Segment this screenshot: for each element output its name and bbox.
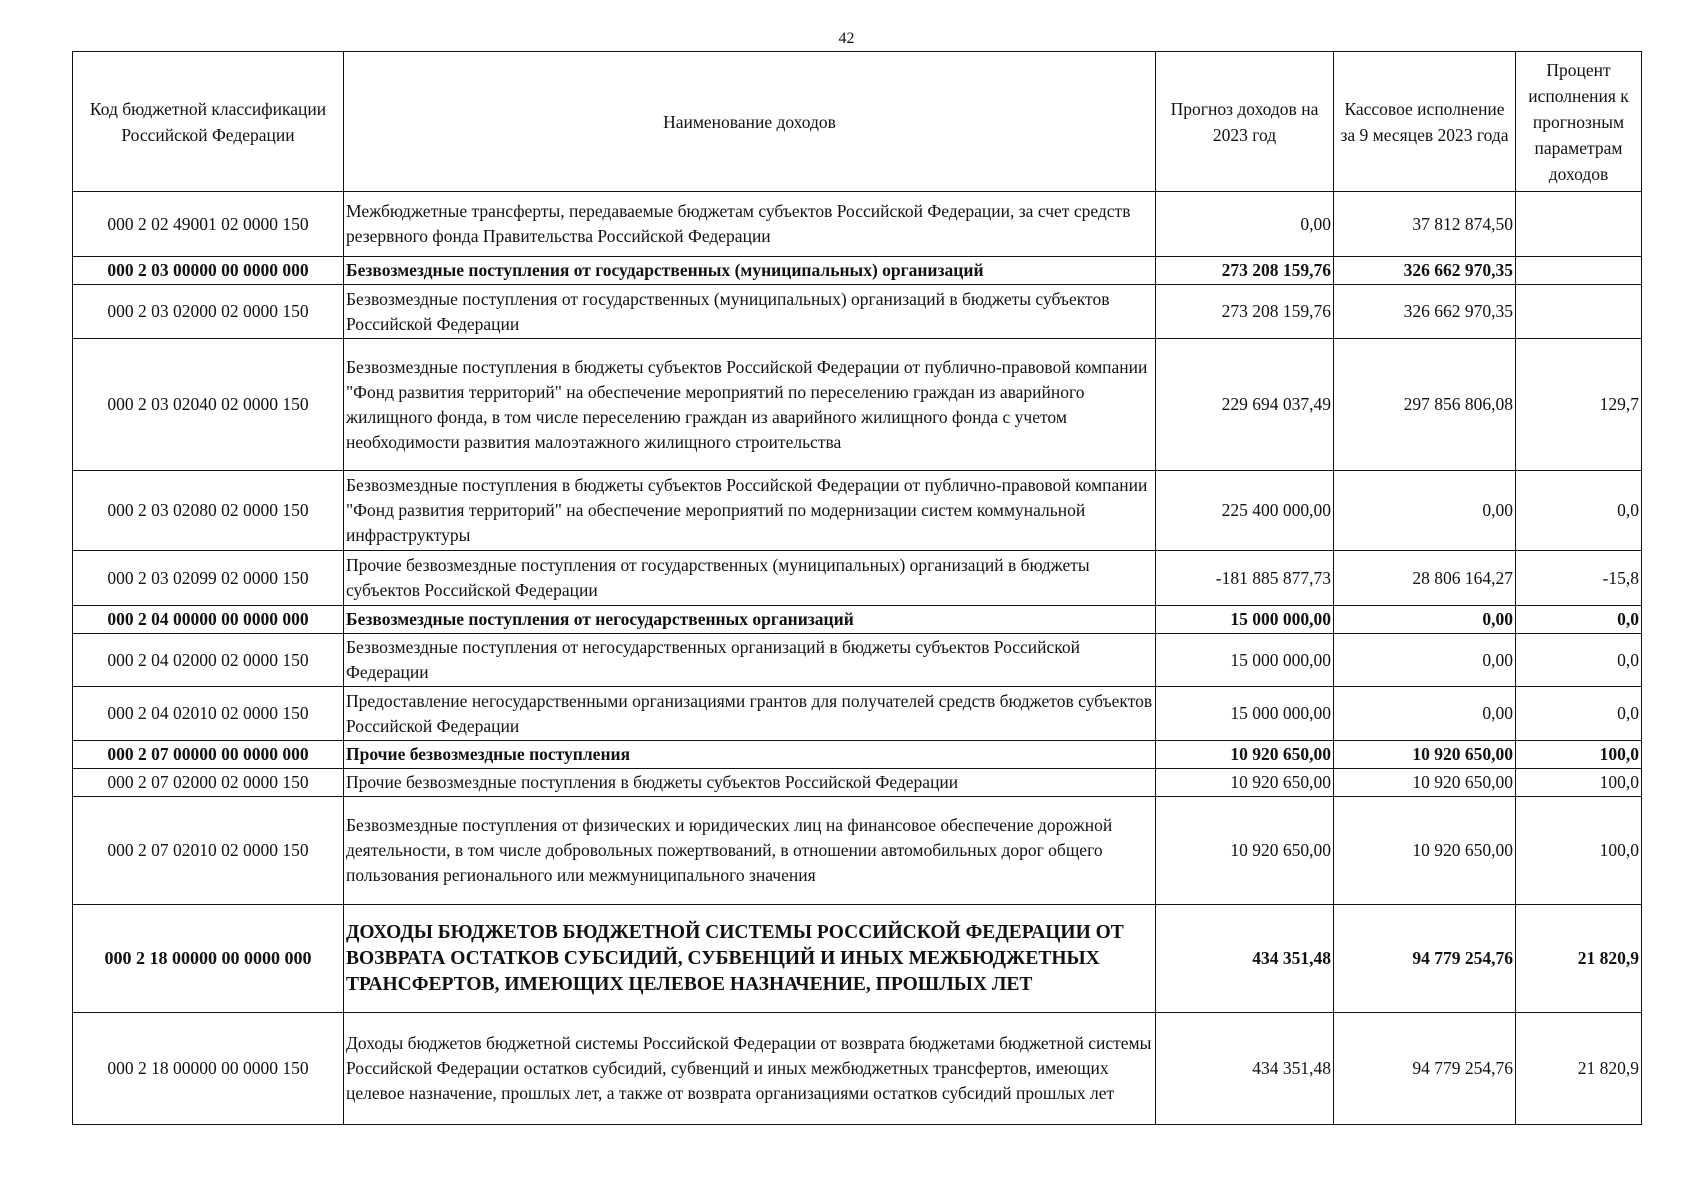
row-cash: 94 779 254,76 <box>1334 1013 1516 1125</box>
row-percent: 0,0 <box>1516 471 1642 551</box>
header-percent: Процент исполнения к прогнозным параметрам доходов <box>1516 52 1642 192</box>
header-name: Наименование доходов <box>344 52 1156 192</box>
row-name: Прочие безвозмездные поступления в бюджеты субъектов Российской Федерации <box>344 769 1156 797</box>
row-forecast: 15 000 000,00 <box>1156 634 1334 687</box>
table-row <box>73 471 1642 551</box>
table-row <box>73 1013 1642 1125</box>
row-forecast: 0,00 <box>1156 192 1334 257</box>
row-cash: 28 806 164,27 <box>1334 551 1516 606</box>
table-row <box>73 687 1642 741</box>
row-forecast: 229 694 037,49 <box>1156 339 1334 471</box>
table-row <box>73 192 1642 257</box>
row-cash: 0,00 <box>1334 471 1516 551</box>
table-row <box>73 339 1642 471</box>
row-percent <box>1516 285 1642 339</box>
row-forecast: 434 351,48 <box>1156 1013 1334 1125</box>
table-row <box>73 741 1642 769</box>
row-forecast: 15 000 000,00 <box>1156 606 1334 634</box>
header-cash: Кассовое исполнение за 9 месяцев 2023 года <box>1334 52 1516 192</box>
row-name: Безвозмездные поступления от негосударственных организаций в бюджеты субъектов Российской Федерации <box>344 634 1156 687</box>
row-cash: 0,00 <box>1334 606 1516 634</box>
row-forecast: 434 351,48 <box>1156 905 1334 1013</box>
row-code: 000 2 02 49001 02 0000 150 <box>73 192 344 257</box>
table-row <box>73 797 1642 905</box>
row-name: Безвозмездные поступления от негосударственных организаций <box>344 606 1156 634</box>
row-cash: 37 812 874,50 <box>1334 192 1516 257</box>
row-forecast: 273 208 159,76 <box>1156 257 1334 285</box>
row-cash: 94 779 254,76 <box>1334 905 1516 1013</box>
header-code: Код бюджетной классификации Российской Федерации <box>73 52 344 192</box>
row-code: 000 2 04 02000 02 0000 150 <box>73 634 344 687</box>
row-percent: 100,0 <box>1516 741 1642 769</box>
row-name: ДОХОДЫ БЮДЖЕТОВ БЮДЖЕТНОЙ СИСТЕМЫ РОССИЙСКОЙ ФЕДЕРАЦИИ ОТ ВОЗВРАТА ОСТАТКОВ СУБСИДИЙ, СУБВЕНЦИЙ И ИНЫХ МЕЖБЮДЖЕТНЫХ ТРАНСФЕРТОВ, ИМЕЮЩИХ ЦЕЛЕВОЕ НАЗНАЧЕНИЕ, ПРОШЛЫХ ЛЕТ <box>344 905 1156 1013</box>
row-name: Прочие безвозмездные поступления от государственных (муниципальных) организаций в бюджеты субъектов Российской Федерации <box>344 551 1156 606</box>
row-cash: 0,00 <box>1334 687 1516 741</box>
table-row <box>73 606 1642 634</box>
revenue-table <box>72 51 1642 1125</box>
row-code: 000 2 04 02010 02 0000 150 <box>73 687 344 741</box>
row-percent: 0,0 <box>1516 606 1642 634</box>
row-cash: 0,00 <box>1334 634 1516 687</box>
row-forecast: 10 920 650,00 <box>1156 769 1334 797</box>
row-percent: 21 820,9 <box>1516 1013 1642 1125</box>
row-name: Безвозмездные поступления от государственных (муниципальных) организаций <box>344 257 1156 285</box>
row-cash: 326 662 970,35 <box>1334 285 1516 339</box>
row-code: 000 2 18 00000 00 0000 000 <box>73 905 344 1013</box>
row-forecast: 15 000 000,00 <box>1156 687 1334 741</box>
table-row <box>73 285 1642 339</box>
table-row <box>73 769 1642 797</box>
table-row <box>73 257 1642 285</box>
row-code: 000 2 03 02040 02 0000 150 <box>73 339 344 471</box>
row-forecast: 10 920 650,00 <box>1156 797 1334 905</box>
row-percent: 100,0 <box>1516 769 1642 797</box>
table-row <box>73 634 1642 687</box>
row-cash: 10 920 650,00 <box>1334 797 1516 905</box>
row-name: Безвозмездные поступления от государственных (муниципальных) организаций в бюджеты субъектов Российской Федерации <box>344 285 1156 339</box>
row-percent: 100,0 <box>1516 797 1642 905</box>
page-number: 42 <box>838 30 855 47</box>
row-name: Прочие безвозмездные поступления <box>344 741 1156 769</box>
row-code: 000 2 03 02000 02 0000 150 <box>73 285 344 339</box>
row-code: 000 2 07 02010 02 0000 150 <box>73 797 344 905</box>
row-cash: 10 920 650,00 <box>1334 741 1516 769</box>
row-cash: 10 920 650,00 <box>1334 769 1516 797</box>
row-name: Межбюджетные трансферты, передаваемые бюджетам субъектов Российской Федерации, за счет средств резервного фонда Правительства Российской Федерации <box>344 192 1156 257</box>
row-code: 000 2 07 00000 00 0000 000 <box>73 741 344 769</box>
row-forecast: 10 920 650,00 <box>1156 741 1334 769</box>
row-forecast: 225 400 000,00 <box>1156 471 1334 551</box>
table-row <box>73 905 1642 1013</box>
row-percent: 129,7 <box>1516 339 1642 471</box>
row-forecast: -181 885 877,73 <box>1156 551 1334 606</box>
row-code: 000 2 04 00000 00 0000 000 <box>73 606 344 634</box>
row-percent: 0,0 <box>1516 687 1642 741</box>
row-percent: -15,8 <box>1516 551 1642 606</box>
row-cash: 297 856 806,08 <box>1334 339 1516 471</box>
header-forecast: Прогноз доходов на 2023 год <box>1156 52 1334 192</box>
row-code: 000 2 18 00000 00 0000 150 <box>73 1013 344 1125</box>
row-name: Предоставление негосударственными организациями грантов для получателей средств бюджетов субъектов Российской Федерации <box>344 687 1156 741</box>
row-cash: 326 662 970,35 <box>1334 257 1516 285</box>
row-name: Безвозмездные поступления в бюджеты субъектов Российской Федерации от публично-правовой компании "Фонд развития территорий" на обеспечение мероприятий по переселению граждан из аварийного жилищного фонда, в том числе переселению граждан из аварийного жилищного фонда с учетом необходимости развития малоэтажного жилищного строительства <box>344 339 1156 471</box>
row-percent: 0,0 <box>1516 634 1642 687</box>
row-code: 000 2 03 02080 02 0000 150 <box>73 471 344 551</box>
row-name: Безвозмездные поступления в бюджеты субъектов Российской Федерации от публично-правовой компании "Фонд развития территорий" на обеспечение мероприятий по модернизации систем коммунальной инфраструктуры <box>344 471 1156 551</box>
row-percent <box>1516 192 1642 257</box>
row-code: 000 2 03 02099 02 0000 150 <box>73 551 344 606</box>
table-row <box>73 551 1642 606</box>
table-header-row <box>73 52 1642 192</box>
row-percent <box>1516 257 1642 285</box>
row-name: Безвозмездные поступления от физических и юридических лиц на финансовое обеспечение дорожной деятельности, в том числе добровольных пожертвований, в отношении автомобильных дорог общего пользования регионального или межмуниципального значения <box>344 797 1156 905</box>
row-percent: 21 820,9 <box>1516 905 1642 1013</box>
row-code: 000 2 03 00000 00 0000 000 <box>73 257 344 285</box>
row-forecast: 273 208 159,76 <box>1156 285 1334 339</box>
row-name: Доходы бюджетов бюджетной системы Российской Федерации от возврата бюджетами бюджетной системы Российской Федерации остатков субсидий, субвенций и иных межбюджетных трансфертов, имеющих целевое назначение, прошлых лет, а также от возврата организациями остатков субсидий прошлых лет <box>344 1013 1156 1125</box>
row-code: 000 2 07 02000 02 0000 150 <box>73 769 344 797</box>
